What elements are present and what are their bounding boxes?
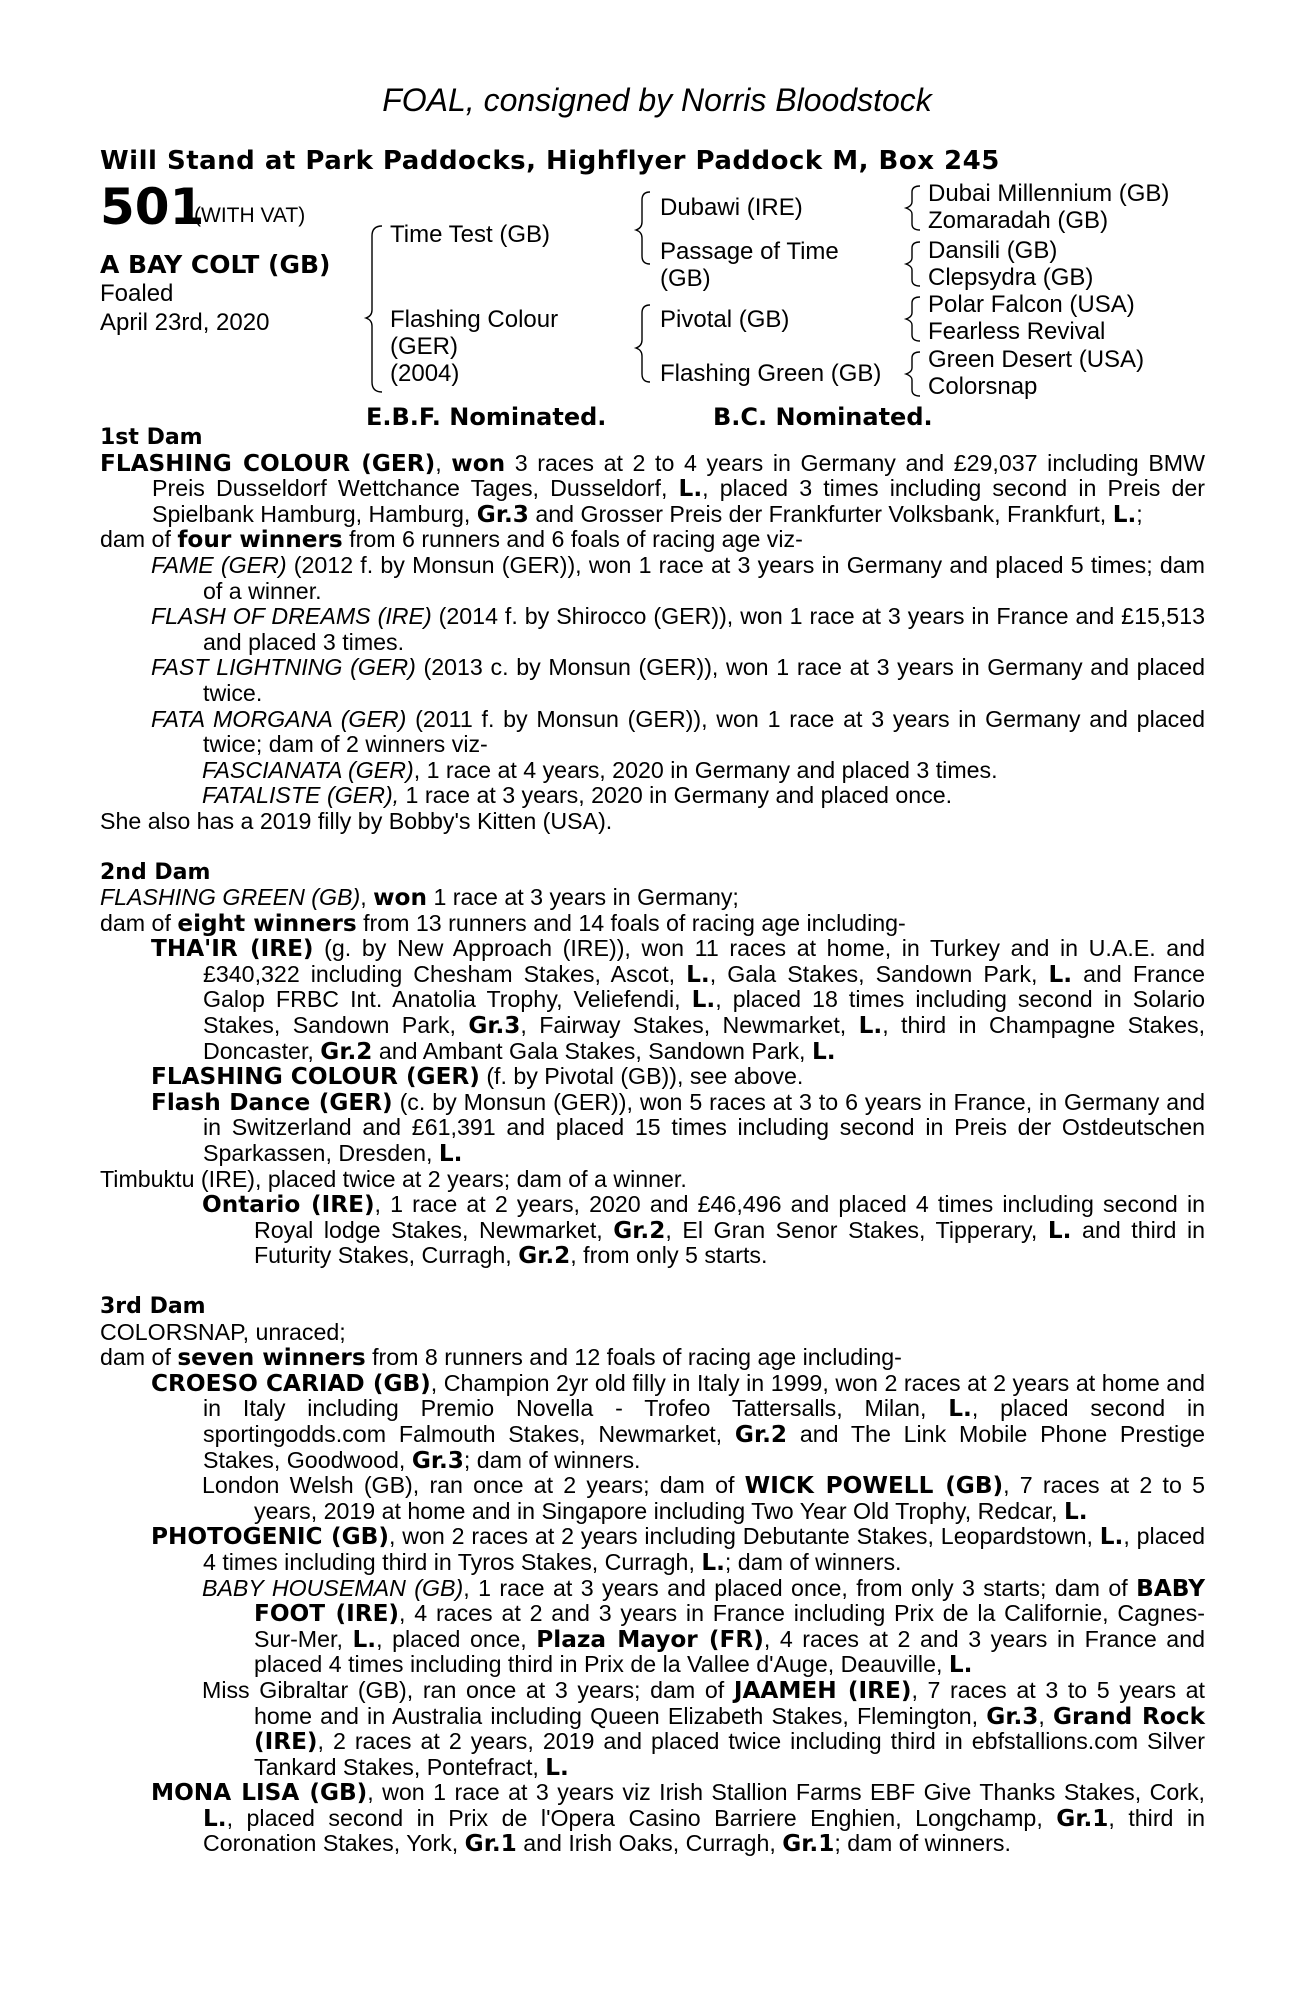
text-run: from 13 runners and 14 foals of racing age including-	[356, 909, 906, 936]
text-run: , placed 4 times including third in Tyros Stakes, Curragh,	[203, 1523, 1205, 1575]
brace-gen3-a	[906, 186, 920, 230]
italic-run: FATA MORGANA (GER)	[151, 705, 407, 732]
bold-run: L.	[545, 1753, 569, 1781]
bold-run: L.	[686, 960, 710, 988]
bold-run: Flash Dance (GER)	[151, 1088, 393, 1116]
text-run: , placed once,	[376, 1625, 537, 1652]
second-dam-grandproduce-1	[100, 1192, 1205, 1269]
sire-dam	[660, 238, 839, 292]
text-run: and France Galop FRBC Int. Anatolia Trophy, Veliefendi,	[203, 960, 1205, 1013]
text-run: ; dam of winners.	[834, 1830, 1011, 1857]
text-run: , 7 races at 2 to 5 years, 2019 at home and in Singapore including Two Year Old Trophy, Redcar,	[254, 1472, 1205, 1524]
text-run: She also has a 2019 filly by Bobby's Kitten (USA).	[100, 807, 613, 834]
text-run: ,	[360, 884, 374, 911]
third-dam-produce-summary	[100, 1345, 1205, 1371]
brace-gen3-d	[906, 352, 920, 396]
dam-sire: Pivotal (GB)	[660, 306, 790, 333]
second-dam-produce-4	[100, 1167, 1205, 1193]
text-run: and The Link Mobile Phone Prestige Stakes, Goodwood,	[203, 1420, 1205, 1473]
text-run: (f. by Pivotal (GB)), see above.	[479, 1063, 804, 1090]
text-run: , 4 races at 2 and 3 years in France and placed 4 times including third in Prix de la Vallee d'Auge, Deauville,	[254, 1625, 1205, 1678]
text-run: , third in Champagne Stakes, Doncaster,	[203, 1012, 1206, 1064]
italic-run: FASCIANATA (GER)	[202, 756, 414, 783]
bold-run: BABY FOOT (IRE)	[254, 1574, 1205, 1628]
third-dam-grandproduce-2	[100, 1576, 1205, 1678]
first-dam-produce-summary	[100, 527, 1205, 553]
brace-gen2-dam	[636, 305, 650, 382]
text-run: and Ambant Gala Stakes, Sandown Park,	[372, 1037, 812, 1064]
bold-run: JAAMEH (IRE)	[733, 1676, 912, 1704]
text-run: dam of	[100, 526, 178, 553]
bold-run: L.	[1112, 500, 1137, 528]
text-run: from 8 runners and 12 foals of racing age including-	[365, 1344, 902, 1371]
dam-dam: Flashing Green (GB)	[660, 360, 882, 387]
third-dam-produce-3	[100, 1780, 1205, 1857]
text-run: , 1 race at 2 years, 2020 and £46,496 and placed 4 times including second in Royal lodge Stakes, Newmarket,	[254, 1191, 1205, 1243]
text-run: and Irish Oaks, Curragh,	[516, 1830, 783, 1857]
bold-run: Gr.1	[1056, 1804, 1109, 1832]
bold-run: L.	[203, 1804, 227, 1832]
text-run: , Fairway Stakes, Newmarket,	[520, 1012, 859, 1039]
text-run: , won 2 races at 2 years including Debutante Stakes, Leopardstown,	[388, 1523, 1100, 1550]
third-dam-record	[100, 1320, 1205, 1346]
text-run: , 2 races at 2 years, 2019 and placed twice including third in ebfstallions.com Silver Tankard Stakes, Pontefract,	[254, 1728, 1205, 1780]
text-run: (g. by New Approach (IRE)), won 11 races at home, in Turkey and in U.A.E. and £340,322 including Chesham Stakes, Ascot,	[203, 935, 1205, 987]
brace-gen3-b	[906, 242, 920, 286]
bold-run: L.	[1063, 1497, 1088, 1525]
text-run: (c. by Monsun (GER)), won 5 races at 3 to 6 years in France, in Germany and in Switzerland and £61,391 and placed 15 times including second in Preis der Ostdeutschen Sparkassen, Dresden,	[203, 1088, 1205, 1167]
first-dam-produce-1	[100, 553, 1205, 604]
text-run: dam of	[100, 909, 178, 936]
vat-note: (WITH VAT)	[194, 204, 306, 227]
sire-name: Time Test (GB)	[390, 221, 551, 248]
bold-run: FLASHING COLOUR (GER)	[100, 449, 436, 477]
bold-run: L.	[691, 986, 716, 1014]
bold-run: MONA LISA (GB)	[151, 1779, 368, 1807]
bold-run: Ontario (IRE)	[202, 1191, 375, 1219]
text-run: , 1 race at 3 years and placed once, from only 3 starts; dam of	[463, 1574, 1137, 1601]
bold-run: Gr.1	[782, 1830, 835, 1858]
bold-run: Gr.1	[464, 1830, 517, 1858]
bold-run: Gr.2	[734, 1420, 788, 1448]
lot-number: 501	[100, 178, 205, 236]
ebf-nomination: E.B.F. Nominated.	[366, 403, 607, 431]
bold-run: L.	[1099, 1523, 1124, 1551]
bold-run: Plaza Mayor (FR)	[536, 1625, 764, 1653]
bold-run: four winners	[177, 526, 343, 554]
text-run: , Gala Stakes, Sandown Park,	[709, 960, 1049, 987]
text-run: and Grosser Preis der Frankfurter Volksbank, Frankfurt,	[528, 500, 1113, 527]
text-run: 1 race at 3 years, 2020 in Germany and placed once.	[399, 782, 953, 809]
brace-gen3-c	[906, 297, 920, 341]
first-dam-heading: 1st Dam	[100, 425, 203, 450]
text-run: (2012 f. by Monsun (GER)), won 1 race at 3 years in Germany and placed 5 times; dam of a winner.	[203, 551, 1205, 604]
ancestor-6: Fearless Revival	[928, 318, 1106, 345]
dam-name-line2: (GER)	[390, 333, 458, 360]
text-run: ,	[435, 449, 452, 476]
italic-run: FAME (GER)	[151, 551, 287, 578]
bold-run: L.	[811, 1037, 836, 1065]
first-dam-current-foal	[100, 809, 1205, 835]
bold-run: seven winners	[177, 1344, 366, 1372]
bold-run: eight winners	[177, 909, 357, 937]
sire-dam-line1: Passage of Time	[660, 238, 839, 265]
sire-dam-line2: (GB)	[660, 265, 711, 292]
text-run: , placed 3 times including second in Preis der Spielbank Hamburg, Hamburg,	[152, 475, 1205, 527]
ancestor-4: Clepsydra (GB)	[928, 264, 1094, 291]
text-run: ; dam of winners.	[724, 1548, 902, 1575]
bold-run: L.	[438, 1140, 463, 1168]
italic-run: FAST LIGHTNING (GER)	[151, 654, 416, 681]
horse-description: A BAY COLT (GB)	[100, 250, 331, 279]
italic-run: BABY HOUSEMAN (GB)	[202, 1574, 464, 1601]
text-run: London Welsh (GB), ran once at 2 years; dam of	[202, 1472, 745, 1499]
section-gap	[100, 1269, 1205, 1294]
text-run: , third in Coronation Stakes, York,	[203, 1804, 1205, 1857]
section-gap	[100, 835, 1205, 860]
text-run: , placed second in sportingodds.com Falmouth Stakes, Newmarket,	[203, 1395, 1205, 1447]
third-dam-produce-2	[100, 1524, 1205, 1575]
bold-run: PHOTOGENIC (GB)	[151, 1523, 389, 1551]
third-dam-produce-1	[100, 1371, 1205, 1473]
second-dam-produce-3	[100, 1090, 1205, 1167]
bold-run: Gr.3	[468, 1012, 521, 1040]
first-dam-produce-2	[100, 604, 1205, 655]
foaled-label: Foaled	[100, 280, 174, 307]
brace-gen1	[366, 226, 382, 392]
text-run: ,	[1038, 1702, 1054, 1729]
text-run: , won 1 race at 3 years viz Irish Stallion Farms EBF Give Thanks Stakes, Cork,	[367, 1779, 1205, 1806]
third-dam-grandproduce-1	[100, 1473, 1205, 1524]
text-run: and third in Futurity Stakes, Curragh,	[254, 1216, 1206, 1269]
text-run: , 1 race at 4 years, 2020 in Germany and placed 3 times.	[413, 756, 998, 783]
bold-run: L.	[678, 475, 703, 503]
bold-run: Gr.2	[613, 1216, 666, 1244]
text-run: , from only 5 starts.	[570, 1242, 768, 1269]
text-run: , placed second in Prix de l'Opera Casino Barriere Enghien, Longchamp,	[226, 1804, 1057, 1831]
ancestor-8: Colorsnap	[928, 373, 1038, 400]
first-dam-produce-4	[100, 707, 1205, 758]
text-run: 3 races at 2 to 4 years in Germany and £29,037 including BMW Preis Dusseldorf Wettchance Tages, Dusseldorf,	[152, 449, 1205, 502]
bold-run: L.	[948, 1395, 972, 1423]
bold-run: Gr.2	[518, 1242, 571, 1270]
bold-run: WICK POWELL (GB)	[744, 1472, 1004, 1500]
bold-run: Grand Rock (IRE)	[254, 1702, 1205, 1756]
ancestor-2: Zomaradah (GB)	[928, 207, 1109, 234]
sire-sire: Dubawi (IRE)	[660, 194, 803, 221]
second-dam-heading: 2nd Dam	[100, 859, 211, 885]
ancestor-3: Dansili (GB)	[928, 237, 1058, 264]
italic-run: FLASHING GREEN (GB)	[100, 884, 361, 911]
text-run: , 4 races at 2 and 3 years in France including Prix de la Californie, Cagnes-Sur-Mer,	[254, 1600, 1205, 1652]
foaled-date: April 23rd, 2020	[100, 309, 270, 336]
bold-run: L.	[858, 1012, 883, 1040]
text-run: (2011 f. by Monsun (GER)), won 1 race at 3 years in Germany and placed twice; dam of 2 winners viz-	[203, 705, 1206, 758]
first-dam-produce-3	[100, 655, 1205, 706]
bold-run: L.	[1047, 1216, 1072, 1244]
bold-run: L.	[701, 1548, 725, 1576]
first-dam-grandproduce-2	[100, 783, 1205, 809]
text-run: 1 race at 3 years in Germany;	[427, 884, 739, 911]
first-dam-grandproduce-1	[100, 758, 1205, 784]
ancestor-1: Dubai Millennium (GB)	[928, 180, 1170, 207]
bold-run: Gr.3	[411, 1446, 464, 1474]
ancestor-5: Polar Falcon (USA)	[928, 291, 1135, 318]
bold-run: L.	[352, 1625, 377, 1653]
dam-name	[390, 306, 558, 387]
bold-run: won	[373, 884, 427, 912]
text-run: , El Gran Senor Stakes, Tipperary,	[665, 1216, 1048, 1243]
pedigree-notes	[100, 425, 1205, 1857]
brace-gen2-sire	[636, 192, 650, 264]
second-dam-produce-summary	[100, 911, 1205, 937]
second-dam-produce-2	[100, 1064, 1205, 1090]
consignment-line: FOAL, consigned by Norris Bloodstock	[382, 82, 932, 118]
bold-run: Gr.3	[986, 1702, 1039, 1730]
stabling-location: Will Stand at Park Paddocks, Highflyer Paddock M, Box 245	[100, 146, 1000, 176]
text-run: COLORSNAP, unraced;	[100, 1318, 346, 1345]
bold-run: won	[451, 449, 506, 477]
bold-run: Gr.2	[320, 1037, 373, 1065]
bold-run: Gr.3	[476, 500, 529, 528]
dam-name-line1: Flashing Colour	[390, 306, 559, 333]
ancestor-7: Green Desert (USA)	[928, 346, 1145, 373]
text-run: from 6 runners and 6 foals of racing age viz-	[342, 526, 803, 553]
text-run: Timbuktu (IRE), placed twice at 2 years; dam of a winner.	[100, 1165, 687, 1192]
bold-run: THA'IR (IRE)	[151, 935, 314, 963]
first-dam-record	[100, 451, 1205, 528]
bold-run: CROESO CARIAD (GB)	[151, 1369, 431, 1397]
text-run: Miss Gibraltar (GB), ran once at 3 years; dam of	[202, 1676, 734, 1703]
italic-run: FLASH OF DREAMS (IRE)	[151, 603, 432, 630]
third-dam-grandproduce-3	[100, 1678, 1205, 1780]
second-dam-produce-1	[100, 936, 1205, 1064]
text-run: ;	[1136, 500, 1143, 527]
text-run: ; dam of winners.	[463, 1446, 641, 1473]
text-run: (2014 f. by Shirocco (GER)), won 1 race at 3 years in France and £15,513 and placed 3 times.	[203, 603, 1205, 655]
italic-run: FATALISTE (GER),	[202, 782, 400, 809]
text-run: , Champion 2yr old filly in Italy in 1999, won 2 races at 2 years at home and in Italy including Premio Novella - Trofeo Tattersalls, Milan,	[203, 1369, 1205, 1422]
bold-run: L.	[1048, 960, 1073, 988]
dam-name-line3: (2004)	[390, 360, 460, 387]
text-run: (2013 c. by Monsun (GER)), won 1 race at 3 years in Germany and placed twice.	[203, 654, 1205, 706]
text-run: , placed 18 times including second in Solario Stakes, Sandown Park,	[203, 986, 1205, 1039]
bold-run: FLASHING COLOUR (GER)	[151, 1063, 480, 1091]
bc-nomination: B.C. Nominated.	[713, 403, 933, 431]
second-dam-record	[100, 885, 1205, 911]
bold-run: L.	[948, 1651, 973, 1679]
third-dam-heading: 3rd Dam	[100, 1294, 206, 1319]
text-run: , 7 races at 3 to 5 years at home and in Australia including Queen Elizabeth Stakes, Flemington,	[254, 1676, 1205, 1729]
text-run: dam of	[100, 1344, 178, 1371]
